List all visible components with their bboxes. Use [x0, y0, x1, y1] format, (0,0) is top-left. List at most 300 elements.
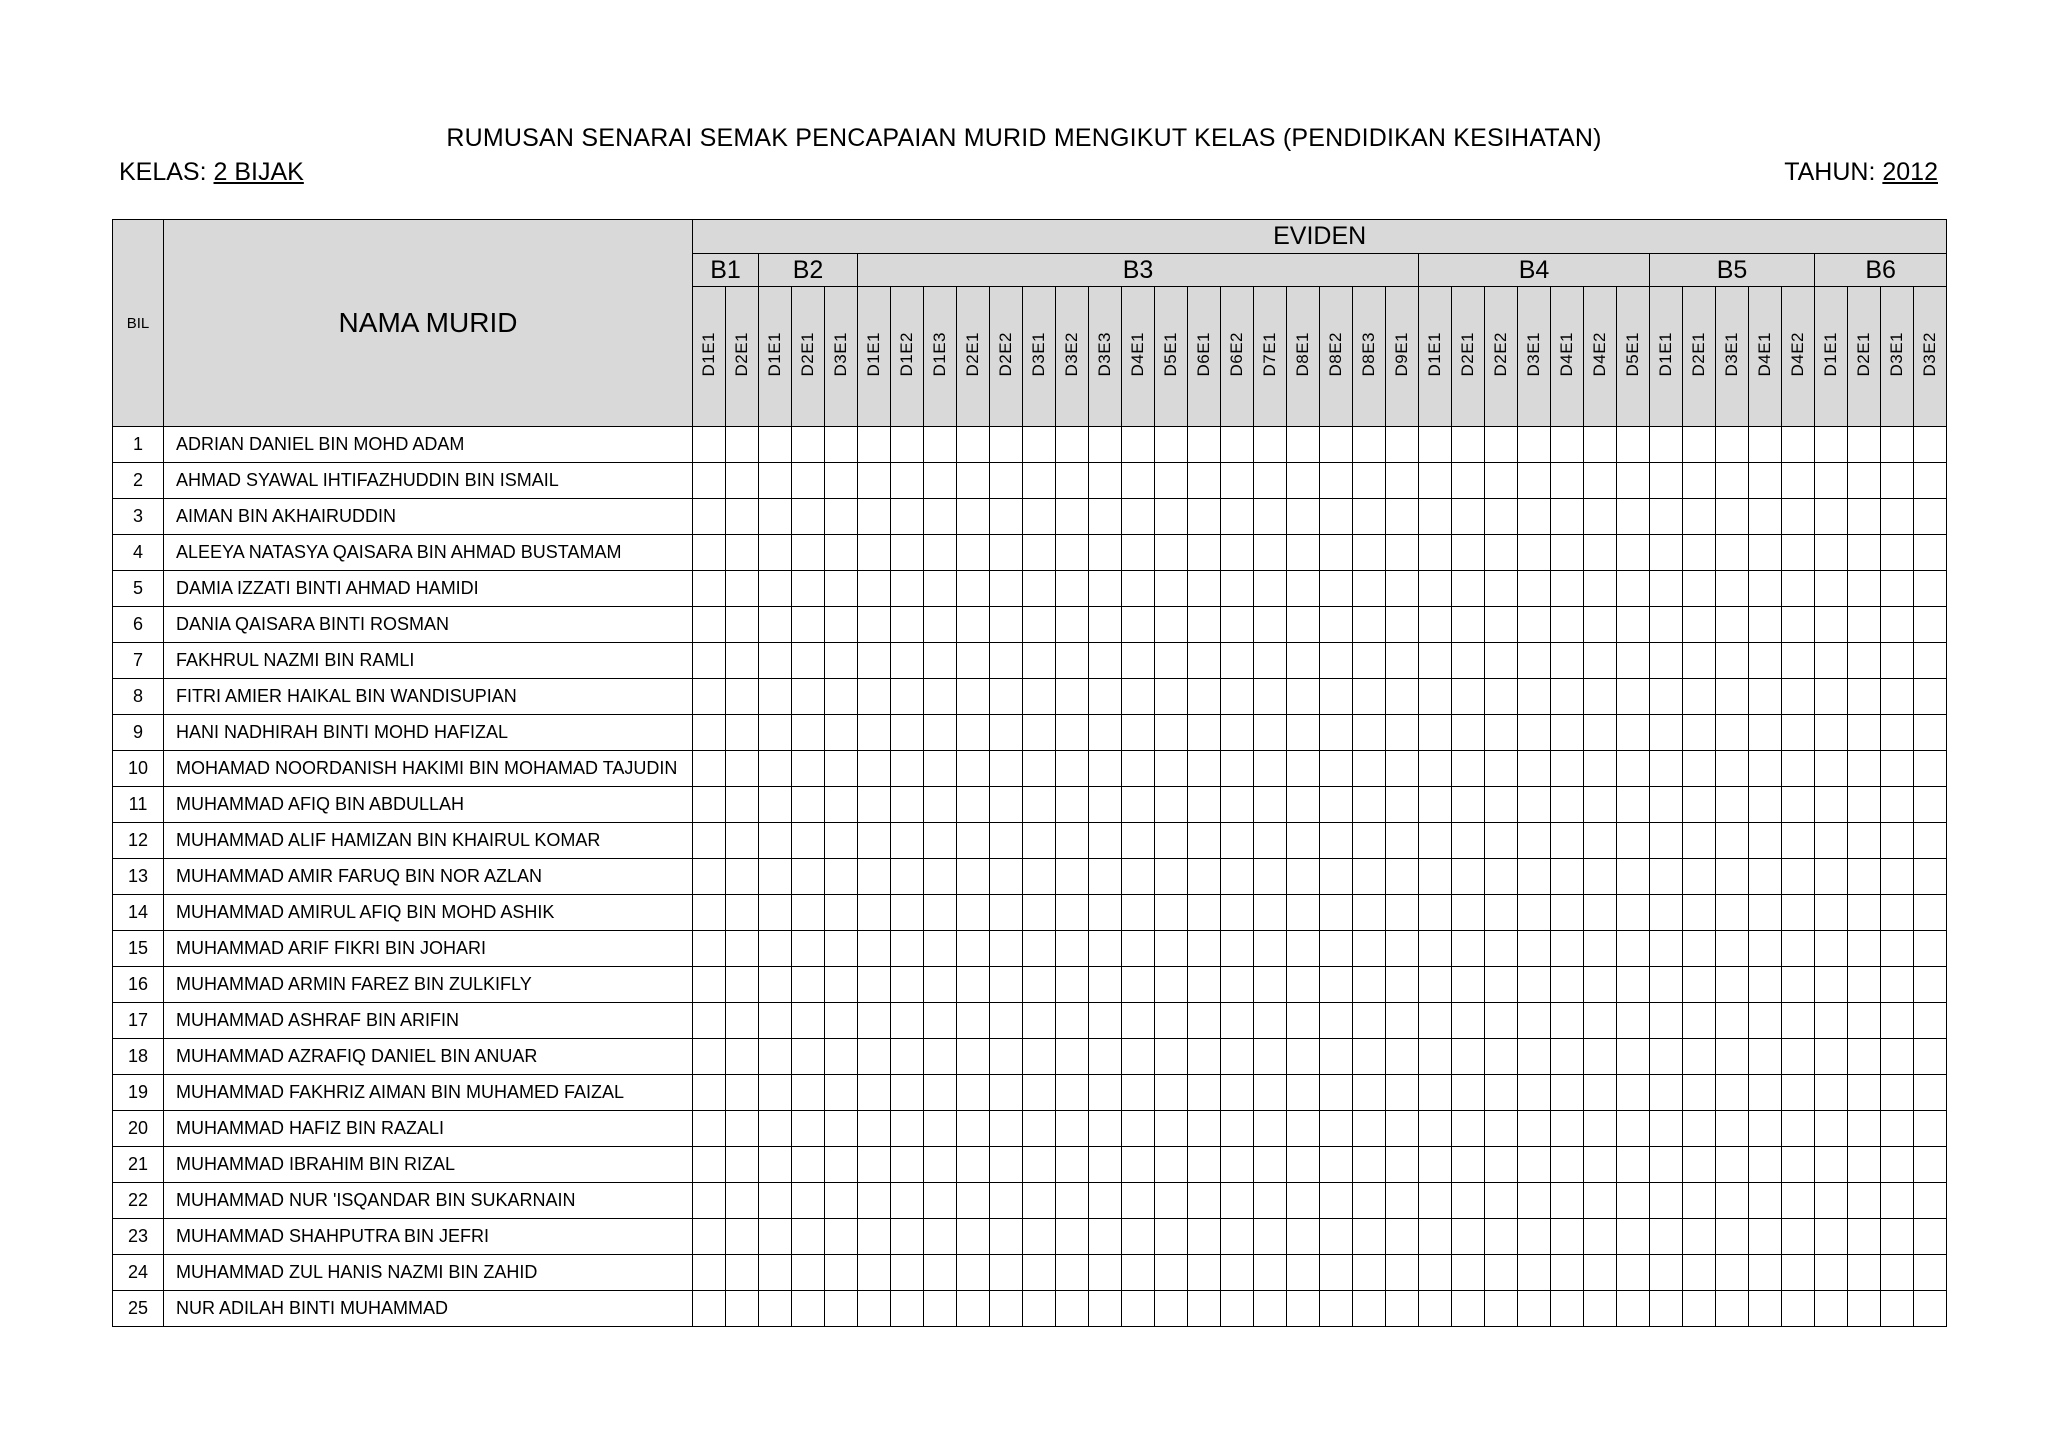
- check-cell[interactable]: [1386, 1111, 1419, 1147]
- check-cell[interactable]: [858, 1039, 891, 1075]
- check-cell[interactable]: [1584, 607, 1617, 643]
- check-cell[interactable]: [891, 715, 924, 751]
- check-cell[interactable]: [990, 931, 1023, 967]
- check-cell[interactable]: [1287, 715, 1320, 751]
- check-cell[interactable]: [1914, 967, 1947, 1003]
- check-cell[interactable]: [990, 1039, 1023, 1075]
- check-cell[interactable]: [1815, 1039, 1848, 1075]
- check-cell[interactable]: [1716, 499, 1749, 535]
- check-cell[interactable]: [1287, 571, 1320, 607]
- check-cell[interactable]: [1815, 535, 1848, 571]
- check-cell[interactable]: [1155, 535, 1188, 571]
- check-cell[interactable]: [1452, 967, 1485, 1003]
- check-cell[interactable]: [759, 823, 792, 859]
- check-cell[interactable]: [792, 499, 825, 535]
- check-cell[interactable]: [1848, 895, 1881, 931]
- check-cell[interactable]: [1848, 1111, 1881, 1147]
- check-cell[interactable]: [1254, 1291, 1287, 1327]
- check-cell[interactable]: [1650, 895, 1683, 931]
- check-cell[interactable]: [1089, 607, 1122, 643]
- check-cell[interactable]: [1749, 607, 1782, 643]
- check-cell[interactable]: [1386, 715, 1419, 751]
- check-cell[interactable]: [1914, 1111, 1947, 1147]
- check-cell[interactable]: [1848, 571, 1881, 607]
- check-cell[interactable]: [1353, 499, 1386, 535]
- check-cell[interactable]: [1518, 1111, 1551, 1147]
- check-cell[interactable]: [1353, 427, 1386, 463]
- check-cell[interactable]: [1221, 715, 1254, 751]
- check-cell[interactable]: [1914, 931, 1947, 967]
- check-cell[interactable]: [1419, 643, 1452, 679]
- check-cell[interactable]: [1650, 787, 1683, 823]
- check-cell[interactable]: [1221, 499, 1254, 535]
- check-cell[interactable]: [1551, 787, 1584, 823]
- check-cell[interactable]: [1848, 535, 1881, 571]
- check-cell[interactable]: [759, 535, 792, 571]
- check-cell[interactable]: [726, 715, 759, 751]
- check-cell[interactable]: [1056, 787, 1089, 823]
- check-cell[interactable]: [1452, 715, 1485, 751]
- check-cell[interactable]: [726, 1255, 759, 1291]
- check-cell[interactable]: [1815, 1075, 1848, 1111]
- check-cell[interactable]: [858, 895, 891, 931]
- check-cell[interactable]: [1650, 1255, 1683, 1291]
- check-cell[interactable]: [858, 751, 891, 787]
- check-cell[interactable]: [1683, 1111, 1716, 1147]
- check-cell[interactable]: [1914, 715, 1947, 751]
- check-cell[interactable]: [1452, 787, 1485, 823]
- check-cell[interactable]: [1122, 823, 1155, 859]
- check-cell[interactable]: [1122, 679, 1155, 715]
- check-cell[interactable]: [1023, 931, 1056, 967]
- check-cell[interactable]: [1023, 643, 1056, 679]
- check-cell[interactable]: [1254, 607, 1287, 643]
- check-cell[interactable]: [1584, 427, 1617, 463]
- check-cell[interactable]: [891, 679, 924, 715]
- check-cell[interactable]: [924, 823, 957, 859]
- check-cell[interactable]: [1518, 1075, 1551, 1111]
- check-cell[interactable]: [1617, 1003, 1650, 1039]
- check-cell[interactable]: [957, 499, 990, 535]
- check-cell[interactable]: [726, 1147, 759, 1183]
- check-cell[interactable]: [1155, 751, 1188, 787]
- check-cell[interactable]: [1617, 787, 1650, 823]
- check-cell[interactable]: [1683, 715, 1716, 751]
- check-cell[interactable]: [1551, 931, 1584, 967]
- check-cell[interactable]: [1320, 1147, 1353, 1183]
- check-cell[interactable]: [1089, 931, 1122, 967]
- check-cell[interactable]: [1782, 1075, 1815, 1111]
- check-cell[interactable]: [1023, 1075, 1056, 1111]
- check-cell[interactable]: [1287, 1111, 1320, 1147]
- check-cell[interactable]: [1782, 1291, 1815, 1327]
- check-cell[interactable]: [825, 859, 858, 895]
- check-cell[interactable]: [1815, 1219, 1848, 1255]
- check-cell[interactable]: [1221, 607, 1254, 643]
- check-cell[interactable]: [1056, 859, 1089, 895]
- check-cell[interactable]: [924, 1147, 957, 1183]
- check-cell[interactable]: [924, 643, 957, 679]
- check-cell[interactable]: [990, 1111, 1023, 1147]
- check-cell[interactable]: [1188, 1111, 1221, 1147]
- check-cell[interactable]: [1089, 1219, 1122, 1255]
- check-cell[interactable]: [1716, 931, 1749, 967]
- check-cell[interactable]: [1815, 499, 1848, 535]
- check-cell[interactable]: [1155, 931, 1188, 967]
- check-cell[interactable]: [825, 1219, 858, 1255]
- check-cell[interactable]: [858, 1147, 891, 1183]
- check-cell[interactable]: [1650, 1291, 1683, 1327]
- check-cell[interactable]: [1782, 535, 1815, 571]
- check-cell[interactable]: [891, 823, 924, 859]
- check-cell[interactable]: [1881, 1291, 1914, 1327]
- check-cell[interactable]: [1518, 787, 1551, 823]
- check-cell[interactable]: [1485, 1291, 1518, 1327]
- check-cell[interactable]: [1518, 1147, 1551, 1183]
- check-cell[interactable]: [1617, 823, 1650, 859]
- check-cell[interactable]: [1386, 967, 1419, 1003]
- check-cell[interactable]: [1452, 1255, 1485, 1291]
- check-cell[interactable]: [1650, 571, 1683, 607]
- check-cell[interactable]: [1188, 1039, 1221, 1075]
- check-cell[interactable]: [1782, 751, 1815, 787]
- check-cell[interactable]: [1716, 751, 1749, 787]
- check-cell[interactable]: [792, 1219, 825, 1255]
- check-cell[interactable]: [1254, 1183, 1287, 1219]
- check-cell[interactable]: [1056, 1219, 1089, 1255]
- check-cell[interactable]: [1551, 427, 1584, 463]
- check-cell[interactable]: [759, 1111, 792, 1147]
- check-cell[interactable]: [1155, 1219, 1188, 1255]
- check-cell[interactable]: [1155, 1075, 1188, 1111]
- check-cell[interactable]: [1056, 1111, 1089, 1147]
- check-cell[interactable]: [924, 1075, 957, 1111]
- check-cell[interactable]: [1056, 427, 1089, 463]
- check-cell[interactable]: [1221, 823, 1254, 859]
- check-cell[interactable]: [891, 1183, 924, 1219]
- check-cell[interactable]: [1551, 859, 1584, 895]
- check-cell[interactable]: [1617, 895, 1650, 931]
- check-cell[interactable]: [1419, 1147, 1452, 1183]
- check-cell[interactable]: [1221, 1183, 1254, 1219]
- check-cell[interactable]: [1287, 751, 1320, 787]
- check-cell[interactable]: [858, 1111, 891, 1147]
- check-cell[interactable]: [1122, 715, 1155, 751]
- check-cell[interactable]: [957, 1003, 990, 1039]
- check-cell[interactable]: [1254, 1111, 1287, 1147]
- check-cell[interactable]: [1749, 967, 1782, 1003]
- check-cell[interactable]: [1386, 1255, 1419, 1291]
- check-cell[interactable]: [1320, 571, 1353, 607]
- check-cell[interactable]: [1881, 1111, 1914, 1147]
- check-cell[interactable]: [1749, 1183, 1782, 1219]
- check-cell[interactable]: [1650, 535, 1683, 571]
- check-cell[interactable]: [1353, 679, 1386, 715]
- check-cell[interactable]: [858, 1003, 891, 1039]
- check-cell[interactable]: [1749, 1291, 1782, 1327]
- check-cell[interactable]: [1320, 1111, 1353, 1147]
- check-cell[interactable]: [1419, 1219, 1452, 1255]
- check-cell[interactable]: [1848, 607, 1881, 643]
- check-cell[interactable]: [891, 1003, 924, 1039]
- check-cell[interactable]: [1122, 1039, 1155, 1075]
- check-cell[interactable]: [1221, 535, 1254, 571]
- check-cell[interactable]: [891, 1291, 924, 1327]
- check-cell[interactable]: [1122, 643, 1155, 679]
- check-cell[interactable]: [1881, 1003, 1914, 1039]
- check-cell[interactable]: [1122, 931, 1155, 967]
- check-cell[interactable]: [825, 715, 858, 751]
- check-cell[interactable]: [957, 859, 990, 895]
- check-cell[interactable]: [1188, 463, 1221, 499]
- check-cell[interactable]: [1122, 895, 1155, 931]
- check-cell[interactable]: [858, 607, 891, 643]
- check-cell[interactable]: [759, 1075, 792, 1111]
- check-cell[interactable]: [1683, 859, 1716, 895]
- check-cell[interactable]: [1518, 463, 1551, 499]
- check-cell[interactable]: [1089, 463, 1122, 499]
- check-cell[interactable]: [1122, 1219, 1155, 1255]
- check-cell[interactable]: [1881, 535, 1914, 571]
- check-cell[interactable]: [957, 535, 990, 571]
- check-cell[interactable]: [858, 1291, 891, 1327]
- check-cell[interactable]: [759, 751, 792, 787]
- check-cell[interactable]: [1617, 1291, 1650, 1327]
- check-cell[interactable]: [1485, 1147, 1518, 1183]
- check-cell[interactable]: [1254, 823, 1287, 859]
- check-cell[interactable]: [1089, 895, 1122, 931]
- check-cell[interactable]: [1188, 715, 1221, 751]
- check-cell[interactable]: [1122, 1147, 1155, 1183]
- check-cell[interactable]: [1716, 1291, 1749, 1327]
- check-cell[interactable]: [990, 895, 1023, 931]
- check-cell[interactable]: [1518, 427, 1551, 463]
- check-cell[interactable]: [1584, 715, 1617, 751]
- check-cell[interactable]: [1023, 715, 1056, 751]
- check-cell[interactable]: [759, 895, 792, 931]
- check-cell[interactable]: [1617, 463, 1650, 499]
- check-cell[interactable]: [990, 1219, 1023, 1255]
- check-cell[interactable]: [1221, 787, 1254, 823]
- check-cell[interactable]: [1518, 571, 1551, 607]
- check-cell[interactable]: [1287, 1003, 1320, 1039]
- check-cell[interactable]: [1815, 787, 1848, 823]
- check-cell[interactable]: [1089, 427, 1122, 463]
- check-cell[interactable]: [1881, 859, 1914, 895]
- check-cell[interactable]: [1518, 1291, 1551, 1327]
- check-cell[interactable]: [1419, 607, 1452, 643]
- check-cell[interactable]: [1551, 967, 1584, 1003]
- check-cell[interactable]: [1056, 1003, 1089, 1039]
- check-cell[interactable]: [1254, 499, 1287, 535]
- check-cell[interactable]: [957, 751, 990, 787]
- check-cell[interactable]: [1716, 1255, 1749, 1291]
- check-cell[interactable]: [726, 463, 759, 499]
- check-cell[interactable]: [759, 1255, 792, 1291]
- check-cell[interactable]: [1584, 499, 1617, 535]
- check-cell[interactable]: [1287, 1075, 1320, 1111]
- check-cell[interactable]: [1221, 1003, 1254, 1039]
- check-cell[interactable]: [759, 715, 792, 751]
- check-cell[interactable]: [1518, 1255, 1551, 1291]
- check-cell[interactable]: [1485, 1255, 1518, 1291]
- check-cell[interactable]: [726, 1291, 759, 1327]
- check-cell[interactable]: [1914, 1255, 1947, 1291]
- check-cell[interactable]: [1155, 571, 1188, 607]
- check-cell[interactable]: [1419, 499, 1452, 535]
- check-cell[interactable]: [1518, 859, 1551, 895]
- check-cell[interactable]: [1089, 1183, 1122, 1219]
- check-cell[interactable]: [1683, 499, 1716, 535]
- check-cell[interactable]: [924, 679, 957, 715]
- check-cell[interactable]: [1056, 751, 1089, 787]
- check-cell[interactable]: [1419, 715, 1452, 751]
- check-cell[interactable]: [825, 571, 858, 607]
- check-cell[interactable]: [1551, 1075, 1584, 1111]
- check-cell[interactable]: [726, 1219, 759, 1255]
- check-cell[interactable]: [1254, 715, 1287, 751]
- check-cell[interactable]: [1617, 427, 1650, 463]
- check-cell[interactable]: [1749, 571, 1782, 607]
- check-cell[interactable]: [1452, 463, 1485, 499]
- check-cell[interactable]: [1848, 1183, 1881, 1219]
- check-cell[interactable]: [1782, 967, 1815, 1003]
- check-cell[interactable]: [1023, 1111, 1056, 1147]
- check-cell[interactable]: [1419, 463, 1452, 499]
- check-cell[interactable]: [825, 751, 858, 787]
- check-cell[interactable]: [1815, 1003, 1848, 1039]
- check-cell[interactable]: [693, 1291, 726, 1327]
- check-cell[interactable]: [1320, 895, 1353, 931]
- check-cell[interactable]: [1023, 1003, 1056, 1039]
- check-cell[interactable]: [1023, 1183, 1056, 1219]
- check-cell[interactable]: [1485, 463, 1518, 499]
- check-cell[interactable]: [1320, 499, 1353, 535]
- check-cell[interactable]: [1782, 823, 1815, 859]
- check-cell[interactable]: [957, 787, 990, 823]
- check-cell[interactable]: [891, 1147, 924, 1183]
- check-cell[interactable]: [1881, 1039, 1914, 1075]
- check-cell[interactable]: [1848, 1219, 1881, 1255]
- check-cell[interactable]: [924, 751, 957, 787]
- check-cell[interactable]: [1056, 895, 1089, 931]
- check-cell[interactable]: [1749, 1003, 1782, 1039]
- check-cell[interactable]: [1023, 1039, 1056, 1075]
- check-cell[interactable]: [825, 463, 858, 499]
- check-cell[interactable]: [1914, 1291, 1947, 1327]
- check-cell[interactable]: [1056, 643, 1089, 679]
- check-cell[interactable]: [1683, 607, 1716, 643]
- check-cell[interactable]: [1221, 571, 1254, 607]
- check-cell[interactable]: [1452, 823, 1485, 859]
- check-cell[interactable]: [1650, 1147, 1683, 1183]
- check-cell[interactable]: [1584, 571, 1617, 607]
- check-cell[interactable]: [693, 1003, 726, 1039]
- check-cell[interactable]: [1914, 751, 1947, 787]
- check-cell[interactable]: [1122, 535, 1155, 571]
- check-cell[interactable]: [1287, 607, 1320, 643]
- check-cell[interactable]: [1419, 1075, 1452, 1111]
- check-cell[interactable]: [759, 931, 792, 967]
- check-cell[interactable]: [1353, 1003, 1386, 1039]
- check-cell[interactable]: [1683, 1291, 1716, 1327]
- check-cell[interactable]: [1518, 895, 1551, 931]
- check-cell[interactable]: [1782, 1003, 1815, 1039]
- check-cell[interactable]: [726, 571, 759, 607]
- check-cell[interactable]: [891, 1039, 924, 1075]
- check-cell[interactable]: [957, 967, 990, 1003]
- check-cell[interactable]: [1320, 931, 1353, 967]
- check-cell[interactable]: [792, 427, 825, 463]
- check-cell[interactable]: [1617, 1255, 1650, 1291]
- check-cell[interactable]: [1551, 751, 1584, 787]
- check-cell[interactable]: [1551, 1219, 1584, 1255]
- check-cell[interactable]: [1287, 859, 1320, 895]
- check-cell[interactable]: [1650, 715, 1683, 751]
- check-cell[interactable]: [792, 931, 825, 967]
- check-cell[interactable]: [1551, 607, 1584, 643]
- check-cell[interactable]: [1122, 1183, 1155, 1219]
- check-cell[interactable]: [1386, 1219, 1419, 1255]
- check-cell[interactable]: [1056, 1291, 1089, 1327]
- check-cell[interactable]: [1122, 1111, 1155, 1147]
- check-cell[interactable]: [825, 535, 858, 571]
- check-cell[interactable]: [1815, 751, 1848, 787]
- check-cell[interactable]: [1155, 859, 1188, 895]
- check-cell[interactable]: [1881, 571, 1914, 607]
- check-cell[interactable]: [1716, 1147, 1749, 1183]
- check-cell[interactable]: [1386, 607, 1419, 643]
- check-cell[interactable]: [1155, 607, 1188, 643]
- check-cell[interactable]: [1881, 1219, 1914, 1255]
- check-cell[interactable]: [1617, 607, 1650, 643]
- check-cell[interactable]: [957, 1255, 990, 1291]
- check-cell[interactable]: [1122, 499, 1155, 535]
- check-cell[interactable]: [726, 607, 759, 643]
- check-cell[interactable]: [1320, 859, 1353, 895]
- check-cell[interactable]: [924, 1219, 957, 1255]
- check-cell[interactable]: [825, 679, 858, 715]
- check-cell[interactable]: [1914, 463, 1947, 499]
- check-cell[interactable]: [1419, 571, 1452, 607]
- check-cell[interactable]: [1188, 1291, 1221, 1327]
- check-cell[interactable]: [1188, 1075, 1221, 1111]
- check-cell[interactable]: [1056, 535, 1089, 571]
- check-cell[interactable]: [1056, 679, 1089, 715]
- check-cell[interactable]: [825, 823, 858, 859]
- check-cell[interactable]: [1782, 607, 1815, 643]
- check-cell[interactable]: [1782, 679, 1815, 715]
- check-cell[interactable]: [1188, 535, 1221, 571]
- check-cell[interactable]: [792, 1003, 825, 1039]
- check-cell[interactable]: [1320, 967, 1353, 1003]
- check-cell[interactable]: [1815, 1183, 1848, 1219]
- check-cell[interactable]: [990, 1147, 1023, 1183]
- check-cell[interactable]: [1881, 427, 1914, 463]
- check-cell[interactable]: [1749, 463, 1782, 499]
- check-cell[interactable]: [693, 895, 726, 931]
- check-cell[interactable]: [1386, 931, 1419, 967]
- check-cell[interactable]: [1551, 643, 1584, 679]
- check-cell[interactable]: [1485, 751, 1518, 787]
- check-cell[interactable]: [1683, 931, 1716, 967]
- check-cell[interactable]: [957, 1183, 990, 1219]
- check-cell[interactable]: [759, 787, 792, 823]
- check-cell[interactable]: [957, 607, 990, 643]
- check-cell[interactable]: [693, 607, 726, 643]
- check-cell[interactable]: [693, 499, 726, 535]
- check-cell[interactable]: [891, 607, 924, 643]
